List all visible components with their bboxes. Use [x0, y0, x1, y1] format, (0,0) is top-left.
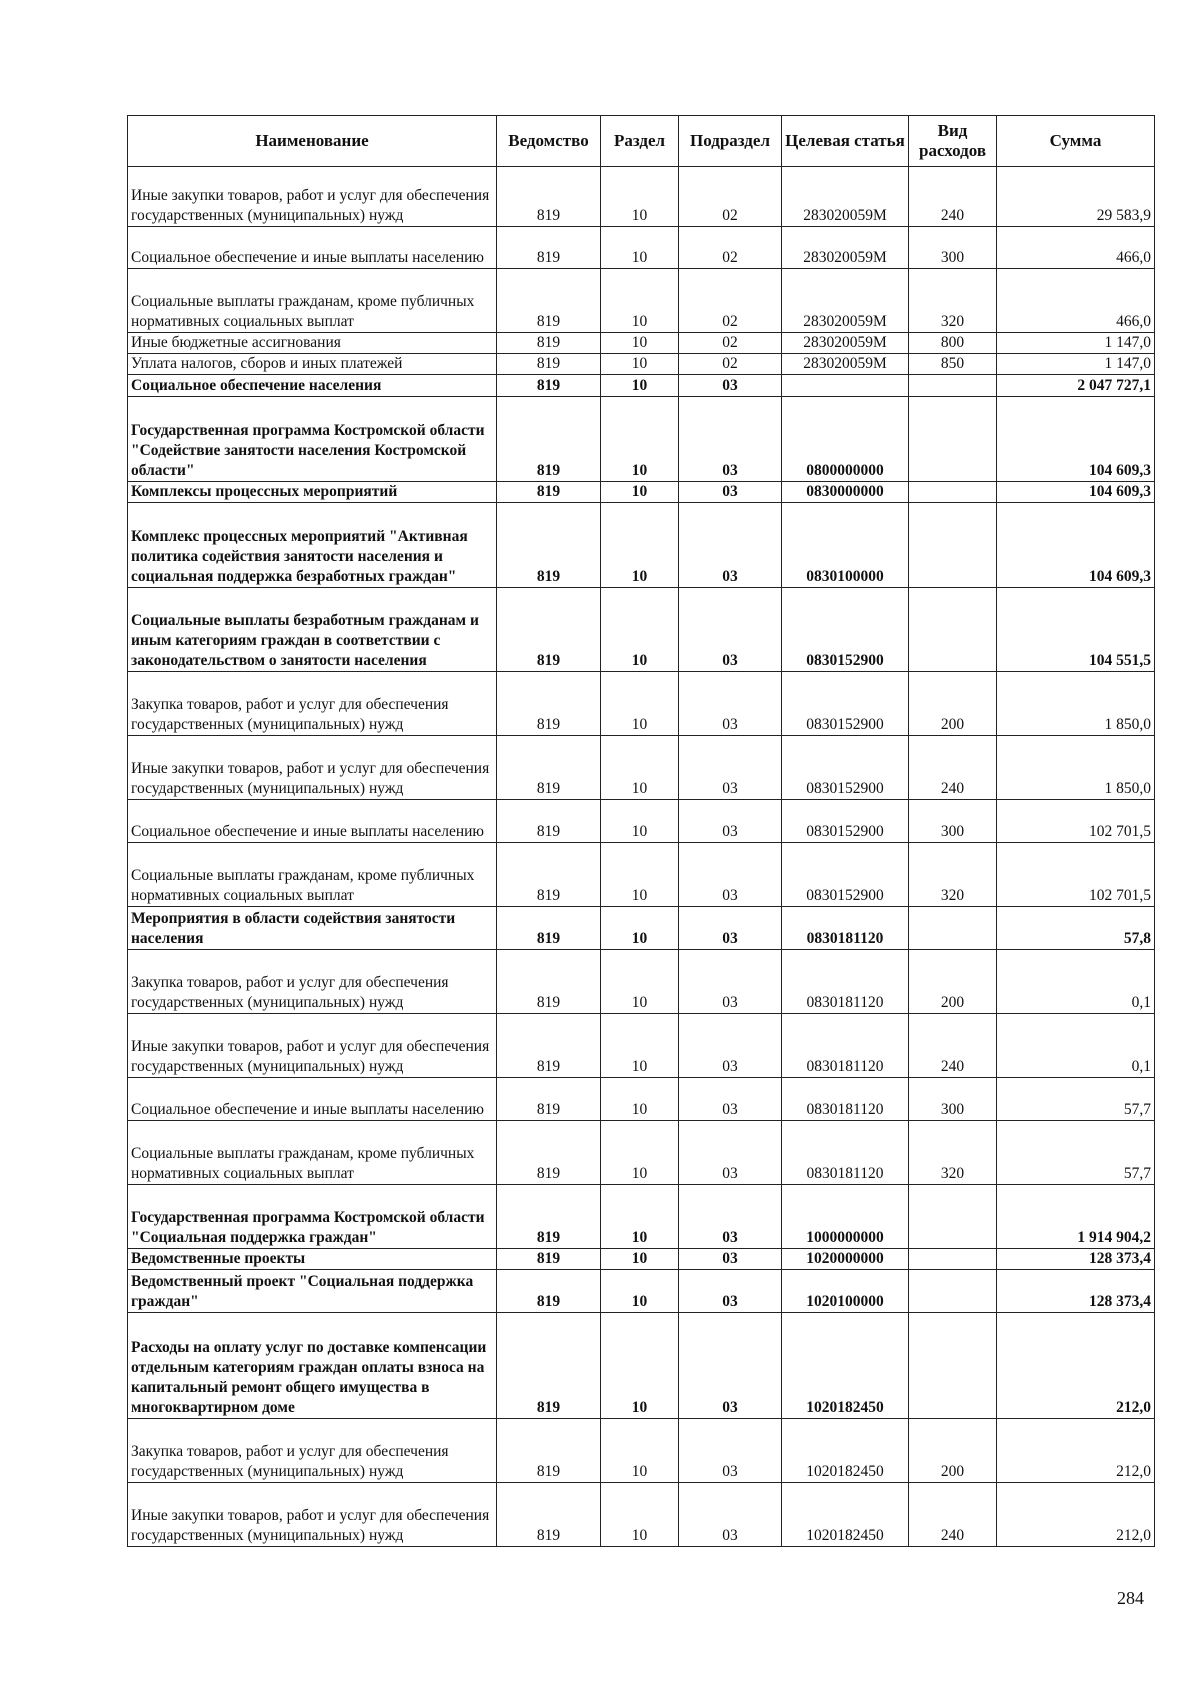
- cell-subsection: 03: [679, 397, 782, 482]
- cell-subsection: 03: [679, 1419, 782, 1483]
- cell-name: Социальные выплаты гражданам, кроме публичных нормативных социальных выплат: [128, 269, 497, 333]
- cell-sum: 1 914 904,2: [997, 1185, 1155, 1249]
- cell-name: Иные закупки товаров, работ и услуг для обеспечения государственных (муниципальных) нужд: [128, 167, 497, 227]
- cell-sum: 212,0: [997, 1313, 1155, 1419]
- cell-expense-type: [909, 588, 997, 672]
- cell-department: 819: [497, 1185, 601, 1249]
- cell-department: 819: [497, 333, 601, 354]
- cell-target-article: 0830100000: [782, 503, 909, 588]
- table-row: [128, 1185, 1155, 1249]
- column-header-target-article: Целевая статья: [782, 116, 909, 167]
- cell-target-article: 283020059М: [782, 333, 909, 354]
- cell-subsection: 03: [679, 736, 782, 800]
- cell-target-article: 0830181120: [782, 1014, 909, 1078]
- table-row: [128, 333, 1155, 354]
- cell-subsection: 03: [679, 1014, 782, 1078]
- table-row: [128, 588, 1155, 672]
- cell-target-article: 283020059М: [782, 269, 909, 333]
- cell-target-article: 0830181120: [782, 950, 909, 1014]
- table-row: [128, 800, 1155, 843]
- cell-subsection: 02: [679, 333, 782, 354]
- cell-department: 819: [497, 375, 601, 397]
- cell-expense-type: 300: [909, 227, 997, 269]
- cell-target-article: 0830152900: [782, 736, 909, 800]
- cell-department: 819: [497, 907, 601, 950]
- cell-expense-type: 200: [909, 1419, 997, 1483]
- cell-target-article: 0830152900: [782, 843, 909, 907]
- cell-name: Расходы на оплату услуг по доставке компенсации отдельным категориям граждан оплаты взноса на капитальный ремонт общего имущества в многоквартирном доме: [128, 1313, 497, 1419]
- cell-sum: 1 147,0: [997, 354, 1155, 375]
- cell-subsection: 03: [679, 800, 782, 843]
- cell-target-article: 1000000000: [782, 1185, 909, 1249]
- cell-sum: 1 850,0: [997, 736, 1155, 800]
- cell-department: 819: [497, 1249, 601, 1270]
- cell-expense-type: 300: [909, 800, 997, 843]
- cell-name: Государственная программа Костромской области "Социальная поддержка граждан": [128, 1185, 497, 1249]
- table-row: [128, 907, 1155, 950]
- table-row: [128, 1014, 1155, 1078]
- cell-sum: 104 609,3: [997, 503, 1155, 588]
- column-header-name: Наименование: [128, 116, 497, 167]
- cell-expense-type: 800: [909, 333, 997, 354]
- cell-department: 819: [497, 1419, 601, 1483]
- cell-target-article: 1020182450: [782, 1483, 909, 1547]
- cell-target-article: 1020000000: [782, 1249, 909, 1270]
- table-row: [128, 1419, 1155, 1483]
- cell-department: 819: [497, 736, 601, 800]
- cell-name: Социальные выплаты безработным гражданам и иным категориям граждан в соответствии с законодательством о занятости населения: [128, 588, 497, 672]
- cell-department: 819: [497, 354, 601, 375]
- cell-name: Закупка товаров, работ и услуг для обеспечения государственных (муниципальных) нужд: [128, 672, 497, 736]
- cell-expense-type: 320: [909, 843, 997, 907]
- cell-sum: 102 701,5: [997, 800, 1155, 843]
- cell-expense-type: 320: [909, 269, 997, 333]
- cell-name: Комплекс процессных мероприятий "Активная политика содействия занятости населения и социальная поддержка безработных граждан": [128, 503, 497, 588]
- cell-name: Социальные выплаты гражданам, кроме публичных нормативных социальных выплат: [128, 843, 497, 907]
- cell-section: 10: [601, 397, 679, 482]
- table-body: [128, 167, 1155, 1547]
- cell-sum: 0,1: [997, 950, 1155, 1014]
- cell-target-article: 0830000000: [782, 482, 909, 503]
- column-header-expense-type: Вид расходов: [909, 116, 997, 167]
- cell-section: 10: [601, 1078, 679, 1121]
- table-row: [128, 227, 1155, 269]
- table-row: [128, 736, 1155, 800]
- cell-subsection: 03: [679, 1270, 782, 1313]
- cell-sum: 104 551,5: [997, 588, 1155, 672]
- table-row: [128, 950, 1155, 1014]
- cell-name: Социальное обеспечение и иные выплаты населению: [128, 227, 497, 269]
- cell-name: Закупка товаров, работ и услуг для обеспечения государственных (муниципальных) нужд: [128, 950, 497, 1014]
- cell-name: Закупка товаров, работ и услуг для обеспечения государственных (муниципальных) нужд: [128, 1419, 497, 1483]
- table-row: [128, 167, 1155, 227]
- cell-section: 10: [601, 672, 679, 736]
- cell-sum: 466,0: [997, 227, 1155, 269]
- table-row: [128, 397, 1155, 482]
- cell-sum: 212,0: [997, 1419, 1155, 1483]
- cell-target-article: 1020182450: [782, 1419, 909, 1483]
- cell-name: Мероприятия в области содействия занятости населения: [128, 907, 497, 950]
- cell-name: Социальное обеспечение населения: [128, 375, 497, 397]
- cell-department: 819: [497, 1270, 601, 1313]
- column-header-sum: Сумма: [997, 116, 1155, 167]
- table-row: [128, 1270, 1155, 1313]
- table-row: [128, 503, 1155, 588]
- table-row: [128, 269, 1155, 333]
- cell-sum: 2 047 727,1: [997, 375, 1155, 397]
- cell-department: 819: [497, 482, 601, 503]
- cell-section: 10: [601, 167, 679, 227]
- cell-department: 819: [497, 950, 601, 1014]
- cell-name: Социальное обеспечение и иные выплаты населению: [128, 1078, 497, 1121]
- cell-department: 819: [497, 588, 601, 672]
- cell-target-article: 0830152900: [782, 800, 909, 843]
- column-header-subsection: Подраздел: [679, 116, 782, 167]
- cell-subsection: 02: [679, 167, 782, 227]
- cell-target-article: 0830152900: [782, 588, 909, 672]
- cell-expense-type: [909, 907, 997, 950]
- cell-subsection: 02: [679, 269, 782, 333]
- cell-section: 10: [601, 1249, 679, 1270]
- cell-target-article: 283020059М: [782, 167, 909, 227]
- cell-expense-type: [909, 1270, 997, 1313]
- table-row: [128, 843, 1155, 907]
- cell-sum: 57,7: [997, 1078, 1155, 1121]
- cell-department: 819: [497, 1313, 601, 1419]
- cell-expense-type: 200: [909, 672, 997, 736]
- cell-target-article: 283020059М: [782, 227, 909, 269]
- cell-name: Ведомственный проект "Социальная поддержка граждан": [128, 1270, 497, 1313]
- cell-expense-type: 850: [909, 354, 997, 375]
- cell-department: 819: [497, 503, 601, 588]
- cell-department: 819: [497, 672, 601, 736]
- cell-target-article: [782, 375, 909, 397]
- cell-sum: 29 583,9: [997, 167, 1155, 227]
- cell-subsection: 03: [679, 1313, 782, 1419]
- cell-target-article: 283020059М: [782, 354, 909, 375]
- budget-table-container: [127, 115, 1154, 1547]
- cell-section: 10: [601, 950, 679, 1014]
- cell-sum: 57,8: [997, 907, 1155, 950]
- cell-section: 10: [601, 227, 679, 269]
- cell-sum: 212,0: [997, 1483, 1155, 1547]
- cell-expense-type: 240: [909, 167, 997, 227]
- cell-section: 10: [601, 1313, 679, 1419]
- cell-subsection: 03: [679, 950, 782, 1014]
- cell-section: 10: [601, 1270, 679, 1313]
- cell-subsection: 03: [679, 1185, 782, 1249]
- cell-expense-type: [909, 1249, 997, 1270]
- cell-subsection: 03: [679, 1078, 782, 1121]
- cell-department: 819: [497, 1078, 601, 1121]
- cell-department: 819: [497, 269, 601, 333]
- cell-subsection: 03: [679, 375, 782, 397]
- cell-sum: 128 373,4: [997, 1249, 1155, 1270]
- cell-expense-type: 240: [909, 1483, 997, 1547]
- cell-expense-type: 320: [909, 1121, 997, 1185]
- cell-subsection: 03: [679, 843, 782, 907]
- cell-name: Иные закупки товаров, работ и услуг для обеспечения государственных (муниципальных) нужд: [128, 1483, 497, 1547]
- cell-expense-type: [909, 375, 997, 397]
- cell-name: Уплата налогов, сборов и иных платежей: [128, 354, 497, 375]
- cell-expense-type: [909, 482, 997, 503]
- cell-section: 10: [601, 1121, 679, 1185]
- cell-expense-type: 300: [909, 1078, 997, 1121]
- cell-sum: 0,1: [997, 1014, 1155, 1078]
- cell-section: 10: [601, 800, 679, 843]
- table-row: [128, 354, 1155, 375]
- page-number: 284: [1117, 1588, 1144, 1608]
- cell-expense-type: 200: [909, 950, 997, 1014]
- cell-section: 10: [601, 269, 679, 333]
- cell-department: 819: [497, 1483, 601, 1547]
- cell-subsection: 03: [679, 503, 782, 588]
- cell-department: 819: [497, 843, 601, 907]
- cell-section: 10: [601, 503, 679, 588]
- cell-department: 819: [497, 227, 601, 269]
- cell-section: 10: [601, 736, 679, 800]
- column-header-section: Раздел: [601, 116, 679, 167]
- cell-department: 819: [497, 1121, 601, 1185]
- cell-target-article: 0830152900: [782, 672, 909, 736]
- cell-department: 819: [497, 800, 601, 843]
- cell-name: Комплексы процессных мероприятий: [128, 482, 497, 503]
- table-header-row: [128, 116, 1155, 167]
- cell-name: Социальные выплаты гражданам, кроме публичных нормативных социальных выплат: [128, 1121, 497, 1185]
- cell-expense-type: [909, 1185, 997, 1249]
- column-header-department: Ведомство: [497, 116, 601, 167]
- cell-section: 10: [601, 588, 679, 672]
- cell-expense-type: [909, 1313, 997, 1419]
- cell-subsection: 02: [679, 354, 782, 375]
- table-row: [128, 1483, 1155, 1547]
- cell-target-article: 1020100000: [782, 1270, 909, 1313]
- table-row: [128, 1121, 1155, 1185]
- cell-subsection: 03: [679, 588, 782, 672]
- cell-subsection: 03: [679, 482, 782, 503]
- cell-sum: 104 609,3: [997, 397, 1155, 482]
- cell-target-article: 0830181120: [782, 1121, 909, 1185]
- table-row: [128, 1249, 1155, 1270]
- cell-section: 10: [601, 907, 679, 950]
- cell-sum: 102 701,5: [997, 843, 1155, 907]
- cell-subsection: 03: [679, 907, 782, 950]
- cell-subsection: 02: [679, 227, 782, 269]
- cell-target-article: 0830181120: [782, 1078, 909, 1121]
- cell-name: Социальное обеспечение и иные выплаты населению: [128, 800, 497, 843]
- cell-subsection: 03: [679, 1483, 782, 1547]
- table-row: [128, 672, 1155, 736]
- cell-sum: 466,0: [997, 269, 1155, 333]
- cell-subsection: 03: [679, 1249, 782, 1270]
- cell-department: 819: [497, 167, 601, 227]
- cell-expense-type: 240: [909, 736, 997, 800]
- cell-section: 10: [601, 1014, 679, 1078]
- cell-section: 10: [601, 1419, 679, 1483]
- budget-table: [127, 115, 1155, 1547]
- cell-sum: 1 147,0: [997, 333, 1155, 354]
- cell-sum: 57,7: [997, 1121, 1155, 1185]
- cell-name: Государственная программа Костромской области "Содействие занятости населения Костромской области": [128, 397, 497, 482]
- cell-department: 819: [497, 397, 601, 482]
- cell-sum: 1 850,0: [997, 672, 1155, 736]
- cell-target-article: 0830181120: [782, 907, 909, 950]
- cell-name: Иные закупки товаров, работ и услуг для обеспечения государственных (муниципальных) нужд: [128, 736, 497, 800]
- table-row: [128, 1078, 1155, 1121]
- cell-section: 10: [601, 843, 679, 907]
- table-row: [128, 375, 1155, 397]
- cell-section: 10: [601, 482, 679, 503]
- cell-expense-type: [909, 503, 997, 588]
- cell-section: 10: [601, 1185, 679, 1249]
- cell-section: 10: [601, 354, 679, 375]
- cell-subsection: 03: [679, 672, 782, 736]
- cell-name: Иные бюджетные ассигнования: [128, 333, 497, 354]
- cell-section: 10: [601, 333, 679, 354]
- cell-sum: 128 373,4: [997, 1270, 1155, 1313]
- cell-expense-type: 240: [909, 1014, 997, 1078]
- cell-sum: 104 609,3: [997, 482, 1155, 503]
- cell-section: 10: [601, 375, 679, 397]
- cell-target-article: 0800000000: [782, 397, 909, 482]
- cell-subsection: 03: [679, 1121, 782, 1185]
- cell-target-article: 1020182450: [782, 1313, 909, 1419]
- cell-section: 10: [601, 1483, 679, 1547]
- cell-department: 819: [497, 1014, 601, 1078]
- cell-name: Иные закупки товаров, работ и услуг для обеспечения государственных (муниципальных) нужд: [128, 1014, 497, 1078]
- cell-name: Ведомственные проекты: [128, 1249, 497, 1270]
- cell-expense-type: [909, 397, 997, 482]
- table-row: [128, 1313, 1155, 1419]
- table-row: [128, 482, 1155, 503]
